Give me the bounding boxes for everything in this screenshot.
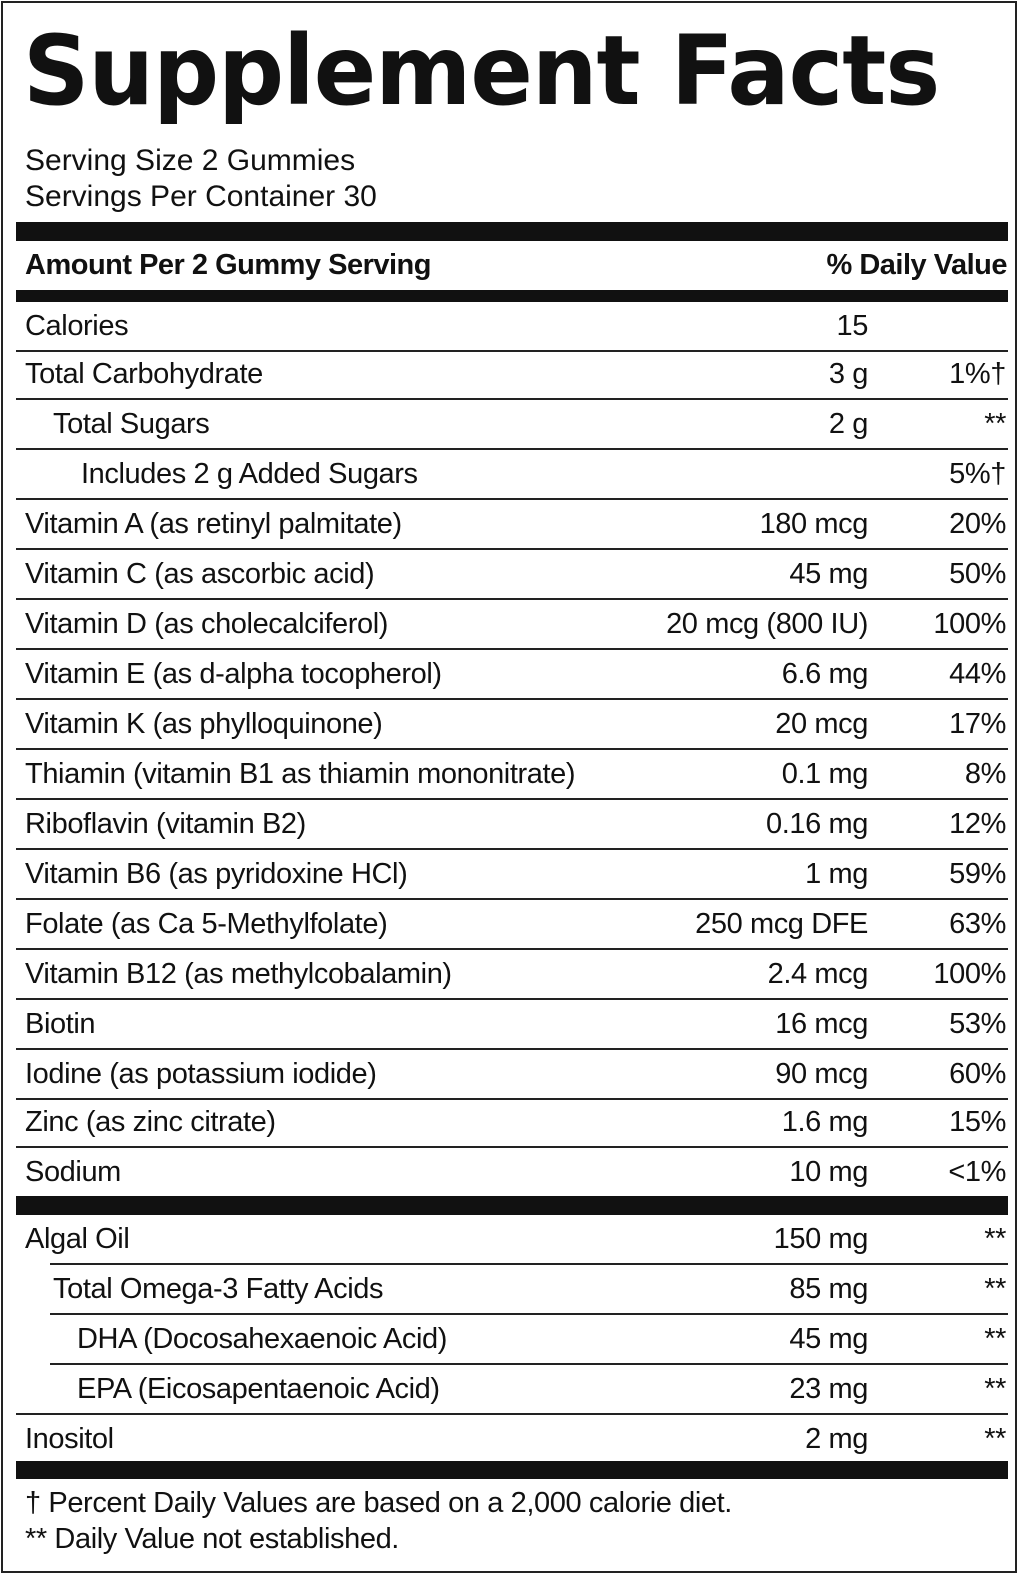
table-row	[16, 1365, 1008, 1413]
nutrient-daily-value: 20%	[949, 508, 1006, 540]
table-row	[16, 450, 1008, 498]
nutrient-name: DHA (Docosahexaenoic Acid)	[77, 1323, 448, 1355]
nutrient-name: Folate (as Ca 5-Methylfolate)	[25, 908, 388, 940]
nutrient-amount: 90 mcg	[775, 1058, 868, 1090]
nutrient-name: Zinc (as zinc citrate)	[25, 1106, 276, 1138]
table-row	[16, 1265, 1008, 1313]
nutrient-amount: 1.6 mg	[781, 1106, 868, 1138]
nutrient-daily-value: 60%	[949, 1058, 1006, 1090]
nutrient-amount: 10 mg	[789, 1156, 868, 1188]
nutrient-name: Biotin	[25, 1008, 96, 1040]
nutrient-daily-value: 12%	[949, 808, 1006, 840]
table-row	[16, 850, 1008, 898]
table-row	[16, 600, 1008, 648]
nutrient-daily-value: **	[984, 1373, 1006, 1405]
table-row	[16, 500, 1008, 548]
table-row	[16, 400, 1008, 448]
nutrient-daily-value: 59%	[949, 858, 1006, 890]
nutrient-amount: 20 mcg (800 IU)	[666, 608, 868, 640]
table-row	[16, 650, 1008, 698]
nutrient-name: Calories	[25, 310, 129, 342]
thick-divider-bottom	[16, 1461, 1008, 1479]
nutrient-name: Vitamin C (as ascorbic acid)	[25, 558, 375, 590]
nutrient-daily-value: **	[984, 1423, 1006, 1455]
nutrient-name: Thiamin (vitamin B1 as thiamin mononitrate)	[25, 758, 576, 790]
nutrient-name: Sodium	[25, 1156, 121, 1188]
nutrient-amount: 0.1 mg	[781, 758, 868, 790]
nutrient-name: Iodine (as potassium iodide)	[25, 1058, 377, 1090]
table-row	[16, 700, 1008, 748]
serving-size: Serving Size 2 Gummies	[25, 144, 356, 177]
nutrient-daily-value: 44%	[949, 658, 1006, 690]
nutrient-amount: 2 mg	[805, 1423, 868, 1455]
table-row	[16, 302, 1008, 350]
table-row	[16, 1000, 1008, 1048]
nutrient-name: Total Sugars	[53, 408, 210, 440]
nutrient-daily-value: <1%	[948, 1156, 1006, 1188]
table-row	[16, 900, 1008, 948]
table-row	[16, 1148, 1008, 1196]
nutrient-name: Riboflavin (vitamin B2)	[25, 808, 306, 840]
nutrient-daily-value: 63%	[949, 908, 1006, 940]
nutrient-name: Total Carbohydrate	[25, 358, 263, 390]
nutrient-name: Vitamin K (as phylloquinone)	[25, 708, 383, 740]
thick-divider-middle	[16, 1196, 1008, 1215]
nutrient-daily-value: **	[984, 408, 1006, 440]
nutrient-daily-value: 17%	[949, 708, 1006, 740]
table-row	[16, 800, 1008, 848]
nutrient-daily-value: 50%	[949, 558, 1006, 590]
nutrient-amount: 15	[836, 310, 868, 342]
nutrient-amount: 0.16 mg	[766, 808, 868, 840]
nutrient-name: Vitamin E (as d-alpha tocopherol)	[25, 658, 442, 690]
nutrient-amount: 45 mg	[789, 1323, 868, 1355]
nutrient-amount: 150 mg	[773, 1223, 868, 1255]
nutrient-amount: 1 mg	[805, 858, 868, 890]
nutrient-name: Algal Oil	[25, 1223, 130, 1255]
table-row	[16, 1215, 1008, 1263]
supplement-facts-panel	[1, 1, 1017, 1573]
table-row	[16, 1415, 1008, 1463]
nutrient-name: Vitamin D (as cholecalciferol)	[25, 608, 388, 640]
nutrient-daily-value: 1%†	[949, 358, 1006, 390]
nutrient-amount: 20 mcg	[775, 708, 868, 740]
nutrient-amount: 16 mcg	[775, 1008, 868, 1040]
table-row	[16, 1050, 1008, 1098]
table-row	[16, 750, 1008, 798]
nutrient-amount: 85 mg	[789, 1273, 868, 1305]
panel-title: Supplement Facts	[23, 15, 940, 127]
nutrient-amount: 45 mg	[789, 558, 868, 590]
nutrient-name: EPA (Eicosapentaenoic Acid)	[77, 1373, 440, 1405]
table-row	[16, 350, 1008, 398]
medium-divider	[16, 290, 1008, 302]
nutrient-name: Vitamin B6 (as pyridoxine HCl)	[25, 858, 408, 890]
nutrient-amount: 180 mcg	[759, 508, 868, 540]
footnote-dagger: † Percent Daily Values are based on a 2,000 calorie diet.	[25, 1487, 732, 1519]
nutrient-amount: 2.4 mcg	[767, 958, 868, 990]
nutrient-daily-value: **	[984, 1323, 1006, 1355]
daily-value-label: % Daily Value	[826, 249, 1007, 281]
nutrient-daily-value: 15%	[949, 1106, 1006, 1138]
nutrient-name: Vitamin A (as retinyl palmitate)	[25, 508, 402, 540]
table-header	[25, 241, 1007, 289]
nutrient-daily-value: 5%†	[949, 458, 1006, 490]
thick-divider-top	[16, 222, 1008, 241]
nutrient-daily-value: 8%	[964, 758, 1006, 790]
table-row	[16, 1098, 1008, 1146]
nutrient-name: Includes 2 g Added Sugars	[81, 458, 418, 490]
nutrient-amount: 23 mg	[789, 1373, 868, 1405]
nutrient-amount: 2 g	[828, 408, 868, 440]
nutrient-daily-value: 53%	[949, 1008, 1006, 1040]
servings-per-container: Servings Per Container 30	[25, 180, 377, 213]
nutrient-daily-value: **	[984, 1273, 1006, 1305]
footnote-double-star: ** Daily Value not established.	[25, 1523, 399, 1555]
nutrient-name: Inositol	[25, 1423, 114, 1455]
nutrient-amount: 6.6 mg	[781, 658, 868, 690]
nutrient-name: Total Omega-3 Fatty Acids	[53, 1273, 384, 1305]
nutrient-amount: 250 mcg DFE	[695, 908, 868, 940]
amount-per-serving-label: Amount Per 2 Gummy Serving	[25, 249, 431, 281]
nutrient-daily-value: **	[984, 1223, 1006, 1255]
table-row	[16, 550, 1008, 598]
table-row	[16, 1315, 1008, 1363]
nutrient-daily-value: 100%	[933, 608, 1006, 640]
nutrient-amount: 3 g	[828, 358, 868, 390]
nutrient-name: Vitamin B12 (as methylcobalamin)	[25, 958, 452, 990]
nutrient-daily-value: 100%	[933, 958, 1006, 990]
table-row	[16, 950, 1008, 998]
